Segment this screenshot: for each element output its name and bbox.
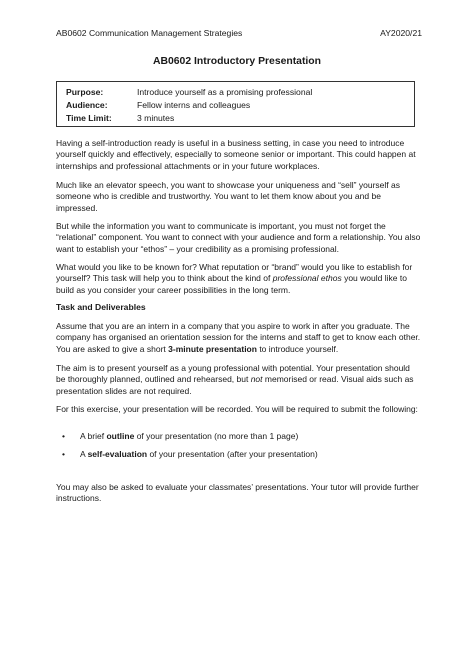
purpose-value: Introduce yourself as a promising professional <box>137 87 313 97</box>
bullet-outline: • A brief outline of your presentation (no more than 1 page) <box>62 431 299 441</box>
info-row-audience: Audience: Fellow interns and colleagues <box>66 99 414 112</box>
time-label: Time Limit <box>66 113 109 123</box>
audience-value: Fellow interns and colleagues <box>137 100 251 110</box>
paragraph-elevator: Much like an elevator speech, you want to showcase your uniqueness and “sell” yourself as someone who is credible and trustworthy. You want to let them know about you and be impressed. <box>56 180 400 213</box>
bullet-self-evaluation: • A self-evaluation of your presentation (after your presentation) <box>62 449 318 459</box>
paragraph-relational: But while the information you want to communicate is important, you must not forget the “relational” component. You want to connect with your audience and form a relationship. You also want to establish your “ethos” – your credibility as a promising professional. <box>56 221 421 254</box>
info-table <box>56 81 415 127</box>
paragraph-submission: For this exercise, your presentation will be recorded. You will be required to submit the following: <box>56 404 418 414</box>
page-header <box>56 28 422 38</box>
header-year: AY2020/21 <box>380 28 422 38</box>
audience-label: Audience <box>66 100 105 110</box>
paragraph-peer-evaluation: You may also be asked to evaluate your classmates’ presentations. Your tutor will provide further instructions. <box>56 482 419 504</box>
info-row-time: Time Limit: 3 minutes <box>66 112 414 125</box>
document-title: AB0602 Introductory Presentation <box>152 56 322 67</box>
paragraph-brand: What would you like to be known for? What reputation or “brand” would you like to establish for yourself? This task will help you to think about the kind of professional ethos you would like to build as you consider your career possibilities in the long term. <box>56 262 413 295</box>
purpose-label: Purpose <box>66 87 101 97</box>
time-value: 3 minutes <box>137 113 175 123</box>
section-heading-task: Task and Deliverables <box>56 302 146 312</box>
paragraph-intro: Having a self-introduction ready is useful in a business setting, in case you need to introduce yourself quickly and effectively, especially to someone senior or important. This could happen at internships and professional attachments or in your future workplaces. <box>56 138 416 171</box>
bullet-icon: • <box>62 431 65 441</box>
paragraph-aim: The aim is to present yourself as a young professional with potential. Your presentation should be thoroughly planned, outlined and rehearsed, but not memorised or read. Visual aids such as presentation slides are not required. <box>56 363 414 396</box>
bullet-icon: • <box>62 449 65 459</box>
header-course: AB0602 Communication Management Strategies <box>56 28 243 38</box>
info-row-purpose: Purpose: Introduce yourself as a promising professional <box>66 86 414 99</box>
paragraph-scenario: Assume that you are an intern in a company that you aspire to work in after you graduate. The company has organised an orientation session for the interns and staff to get to know each other. You are asked to give a short 3-minute presentation to introduce yourself. <box>56 321 421 354</box>
